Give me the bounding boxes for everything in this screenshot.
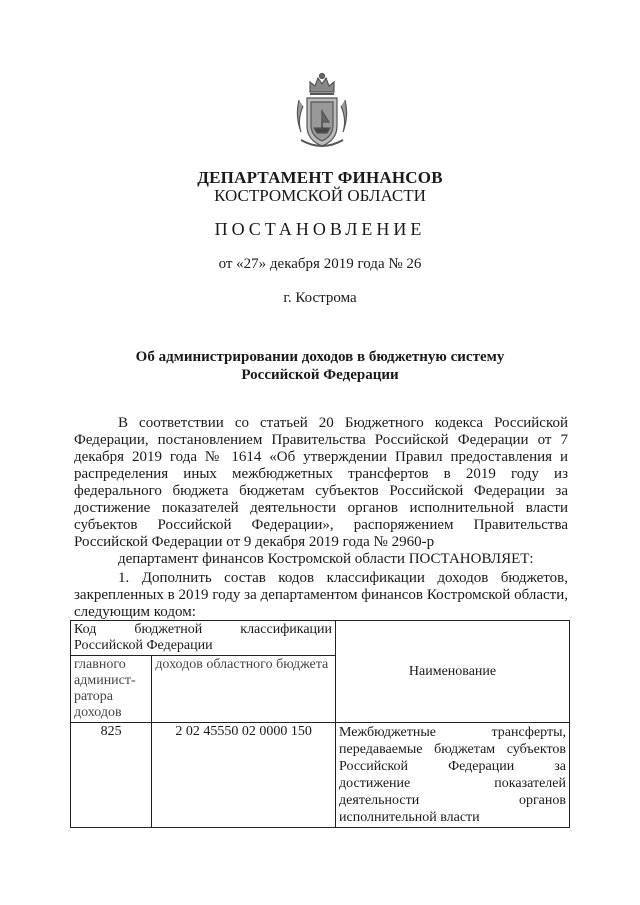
income-name: Межбюджетные трансферты, передаваемые бюджетам субъектов Российской Федерации за достижение показателей деятельности органов исполнительной власти <box>336 723 570 828</box>
document-subject <box>0 348 640 384</box>
table-header-row <box>71 621 570 656</box>
department-title: ДЕПАРТАМЕНТ ФИНАНСОВ <box>197 168 443 187</box>
document-type: ПОСТАНОВЛЕНИЕ <box>214 219 426 239</box>
kostroma-coat-of-arms-icon <box>293 70 351 152</box>
header-name: Наименование <box>336 621 570 723</box>
classification-table <box>70 620 570 828</box>
subject-line-1: Об администрировании доходов в бюджетную систему <box>135 349 505 365</box>
document-date: от «27» декабря 2019 года № 26 <box>218 256 422 272</box>
region-title: КОСТРОМСКОЙ ОБЛАСТИ <box>214 186 426 205</box>
preamble-paragraph: В соответствии со статьей 20 Бюджетного кодекса Российской Федерации, постановлением Правительства Российской Федерации от 7 декабря 2019 года № 1614 «Об утверждении Правил предоставления и распределения иных межбюджетных трансфертов в 2019 году из федерального бюджета бюджетам субъектов Российской Федерации за достижение показателей деятельности органов исполнительной власти субъектов Российской Федерации», распоряжением Правительства Российской Федерации от 9 декабря 2019 года № 2960-р <box>74 415 568 550</box>
income-code: 2 02 45550 02 0000 150 <box>152 723 336 828</box>
admin-code: 825 <box>71 723 152 828</box>
subject-line-2: Российской Федерации <box>241 367 399 383</box>
order-line: департамент финансов Костромской области ПОСТАНОВЛЯЕТ: <box>118 551 534 567</box>
header-admin: главного админист-ратора доходов <box>71 656 152 723</box>
header-code: Код бюджетной классификации Российской Федерации <box>71 621 336 656</box>
document-city: г. Кострома <box>283 290 357 306</box>
header-income: доходов областного бюджета <box>152 656 336 723</box>
clause-1: 1. Дополнить состав кодов классификации доходов бюджетов, закрепленных в 2019 году за департаментом финансов Костромской области, следующим кодом: <box>74 570 568 620</box>
table-row <box>71 723 570 828</box>
